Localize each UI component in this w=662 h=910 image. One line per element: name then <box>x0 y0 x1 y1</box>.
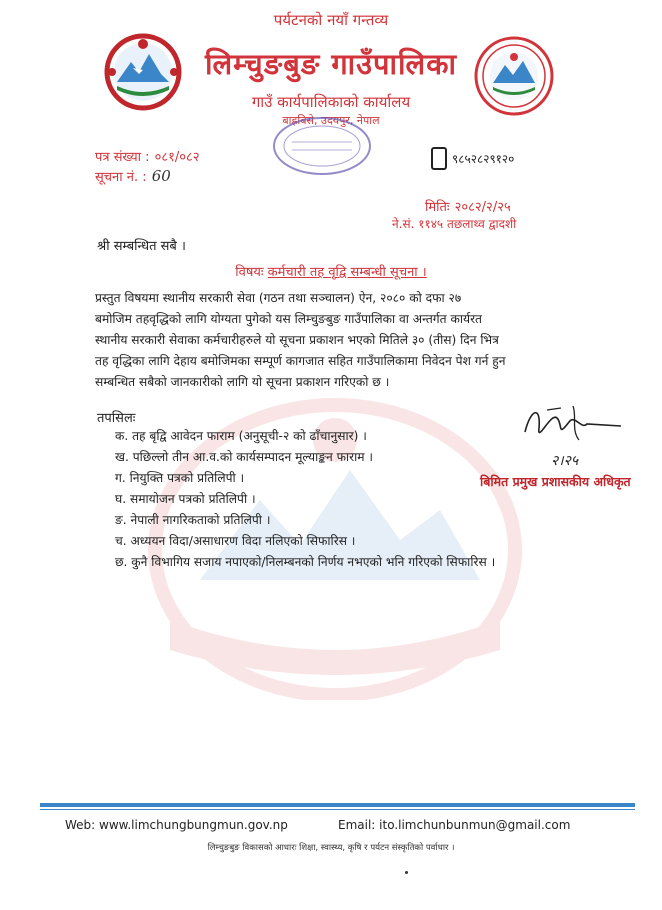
list-item: घ. समायोजन पत्रको प्रतिलिपी । <box>115 492 256 506</box>
phone-number: ९८५२८२९१२० <box>452 152 515 166</box>
letter-number-value: ०८१/०८२ <box>154 150 200 165</box>
body-paragraph <box>95 288 573 393</box>
office-stamp <box>262 110 382 180</box>
nepal-sambat-text: ने.सं. ११४५ तछलाथ्व द्वादशी <box>392 217 517 231</box>
footer-slogan: लिम्चुङबुङ विकासको आधारः शिक्षा, स्वास्थ्य, कृषि र पर्यटन संस्कृतिको पर्वाधार । <box>207 843 455 853</box>
list-item: च. अध्ययन विदा/असाधारण विदा नलिएको सिफारिस । <box>115 534 356 548</box>
list-item: ङ. नेपाली नागरिकताको प्रतिलिपी । <box>115 513 271 527</box>
notice-number-row <box>95 166 171 185</box>
body-line: बमोजिम तहवृद्धिको लागि योग्यता पुगेको यस लिम्चुङबुङ गाउँपालिका वा अन्तर्गत कार्यरत <box>95 312 482 326</box>
website-text: Web: www.limchungbungmun.gov.np <box>65 818 288 832</box>
subject-line <box>0 262 662 280</box>
phone-icon <box>431 147 447 170</box>
date-row <box>425 196 511 215</box>
office-name: गाउँ कार्यपालिकाको कार्यालय <box>251 93 411 111</box>
address: बाह्रबिसे, उदयपुर, नेपाल <box>282 114 380 127</box>
list-item: ग. नियुक्ति पत्रको प्रतिलिपी । <box>115 471 245 485</box>
nepal-sambat-date <box>392 215 516 232</box>
details-list <box>115 426 495 573</box>
list-item: ख. पछिल्लो तीन आ.व.को कार्यसम्पादन मूल्याङ्कन फाराम । <box>115 450 374 464</box>
signer-title: बिमित प्रमुख प्रशासकीय अधिकृत <box>480 474 631 489</box>
speck <box>405 871 408 874</box>
notice-number-value: 60 <box>151 167 171 185</box>
letter-number-row <box>95 146 200 165</box>
email-text: Email: ito.limchunbunmun@gmail.com <box>338 818 571 832</box>
body-line: प्रस्तुत विषयमा स्थानीय सरकारी सेवा (गठन तथा सञ्चालन) ऐन, २०८० को दफा २७ <box>95 291 462 305</box>
subject-text: कर्मचारी तह वृद्वि सम्बन्धी सूचना । <box>267 265 427 280</box>
footer-divider-thin <box>40 809 635 810</box>
letter-number-label: पत्र संख्या : <box>95 150 150 165</box>
body-line: स्थानीय सरकारी सेवाका कर्मचारीहरुले यो सूचना प्रकाशन भएको मितिले ३० (तीस) दिन भित्र <box>95 333 499 347</box>
date-label: मितिः <box>425 200 450 215</box>
date-value: २०८२/२/२५ <box>454 200 511 215</box>
signature-mark <box>517 400 627 450</box>
subject-label: विषयः <box>235 265 264 280</box>
salutation: श्री सम्बन्धित सबै । <box>97 239 186 254</box>
municipality-name: लिम्चुङबुङ गाउँपालिका <box>204 47 457 81</box>
footer-divider <box>40 803 635 807</box>
svg-text:२।२५: २।२५ <box>551 453 579 469</box>
body-line: तह वृद्धिका लागि देहाय बमोजिमका सम्पूर्ण कागजात सहित गाउँपालिकामा निवेदन पेश गर्न हुन <box>95 354 506 368</box>
notice-number-label: सूचना नं. : <box>95 170 147 185</box>
tagline: पर्यटनको नयाँ गन्तव्य <box>273 11 389 29</box>
list-item: छ. कुनै विभागिय सजाय नपाएको/निलम्बनको निर्णय नभएको भनि गरिएको सिफारिस । <box>115 555 496 569</box>
body-line: सम्बन्धित सबैको जानकारीको लागि यो सूचना प्रकाशन गरिएको छ । <box>95 375 390 389</box>
signature-date <box>549 449 595 471</box>
list-item: क. तह बृद्वि आवेदन फाराम (अनुसूची-२ को ढाँचानुसार) । <box>115 429 367 443</box>
details-label: तपसिलः <box>97 411 136 426</box>
